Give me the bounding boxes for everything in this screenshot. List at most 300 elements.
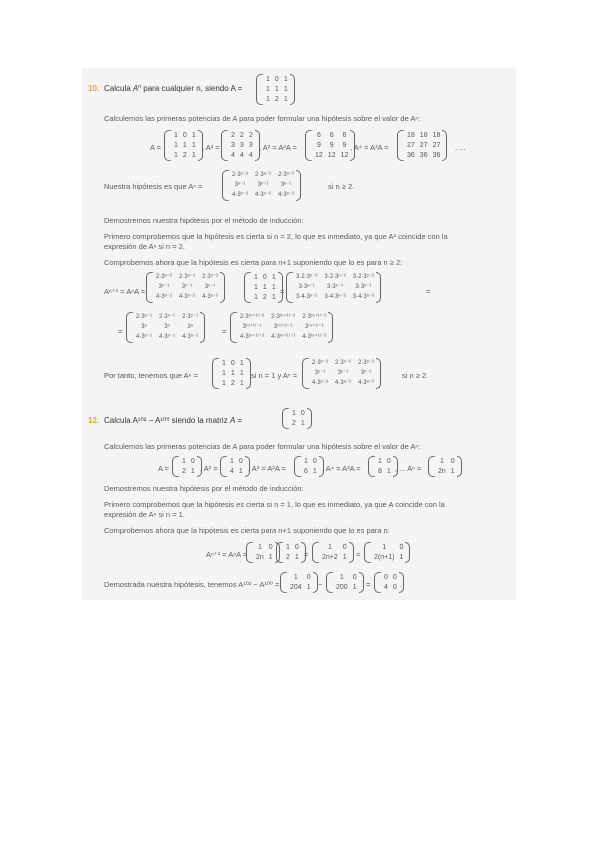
matrix-entries <box>320 542 349 563</box>
matrix-A-10 <box>256 74 295 105</box>
eq-7: = <box>366 580 371 589</box>
matrix-A3 <box>305 130 355 161</box>
matrix-right-bracket <box>200 312 205 343</box>
title-expression: A¹⁰² − A¹⁰⁰ <box>132 416 170 425</box>
matrix-entries <box>294 272 376 303</box>
hypothesis-text-10: Nuestra hipótesis es que Aⁿ = <box>104 182 203 191</box>
matrix-cell: 3·3ⁿ⁻¹ <box>298 284 315 290</box>
matrix-left-bracket <box>397 130 405 161</box>
matrix-left-bracket <box>280 572 288 593</box>
title-eq: A = <box>230 84 243 93</box>
matrix-cell: 2·3ⁿ⁻² <box>312 360 329 366</box>
matrix-cell: 1 <box>174 152 178 159</box>
matrix-cell: 3ⁿ⁻¹ <box>360 370 372 376</box>
matrix-cell: 3⁽ⁿ⁺¹⁾⁻¹ <box>242 324 262 330</box>
matrix-cell: 1 <box>182 458 186 465</box>
matrix-cell: 18 <box>407 132 415 139</box>
first-check-12-line1: Primero comprobemos que la hipótesis es cierta si n = 1, lo que es inmediato, ya que A coincide con la <box>104 500 445 509</box>
matrix-cell: 4·3ⁿ⁻² <box>179 294 196 300</box>
matrix-entries <box>334 572 359 593</box>
matrix-B1 <box>172 456 202 477</box>
matrix-cell: 6 <box>342 132 347 139</box>
matrix-entries <box>230 170 296 201</box>
matrix-left-bracket <box>368 456 376 477</box>
matrix-cell: 4·3ⁿ⁻² <box>335 380 352 386</box>
matrix-cell: 4·3ⁿ⁻² <box>358 380 375 386</box>
matrix-left-bracket <box>276 542 284 563</box>
induction-text-10: Demostremos nuestra hipótesis por el método de inducción: <box>104 216 304 225</box>
eq-3: = <box>118 327 123 336</box>
matrix-left-bracket <box>221 130 229 161</box>
matrix-cell: 2 <box>182 152 187 159</box>
matrix-left-bracket <box>222 170 230 201</box>
matrix-cell: 1 <box>271 284 276 291</box>
matrix-cell: 0 <box>450 458 455 465</box>
matrix-Bn <box>428 456 462 477</box>
matrix-left-bracket <box>126 312 134 343</box>
eq-4: = <box>222 327 227 336</box>
matrix-cell: 1 <box>191 132 196 139</box>
matrix-cell: 3ⁿ⁻¹ <box>204 284 216 290</box>
matrix-cell: 1 <box>450 468 455 475</box>
matrix-cell: 200 <box>336 584 348 591</box>
matrix-cell: 3 <box>231 142 235 149</box>
matrix-cell: 27 <box>432 142 441 149</box>
matrix-entries <box>288 572 313 593</box>
matrix-cell: 0 <box>399 544 404 551</box>
matrix-left-bracket <box>246 542 254 563</box>
hypothesis-condition-10: si n ≥ 2. <box>328 182 355 191</box>
matrix-cell: 1 <box>222 360 226 367</box>
matrix-right-bracket <box>296 170 301 201</box>
matrix-cell: 3ⁿ <box>164 324 170 330</box>
matrix-entries <box>238 312 328 343</box>
induction-text-12: Demostremos nuestra hipótesis por el método de inducción: <box>104 484 304 493</box>
matrix-cell: 0 <box>384 574 388 581</box>
matrix-cell: 3ⁿ <box>141 324 147 330</box>
then-check-12: Comprobemos ahora que la hipótesis es cierta para n+1 suponiendo que lo es para n: <box>104 526 390 535</box>
matrix-cell: 0 <box>294 544 299 551</box>
matrix-entries <box>220 358 246 389</box>
matrix-cell: 2·3ⁿ⁻¹ <box>159 314 176 320</box>
matrix-cell: 1 <box>312 468 317 475</box>
final-matrix-A100 <box>326 572 364 593</box>
matrix-left-bracket <box>230 312 238 343</box>
matrix-cell: 3ⁿ⁻¹ <box>337 370 349 376</box>
matrix-right-bracket <box>290 74 295 105</box>
matrix-cell: 1 <box>190 468 195 475</box>
label-A: A = <box>150 143 162 152</box>
matrix-cell: 1 <box>274 86 279 93</box>
matrix-cell: 4·3⁽ⁿ⁺¹⁾⁻² <box>302 334 327 340</box>
matrix-entries <box>436 456 457 477</box>
matrix-cell: 36 <box>432 152 441 159</box>
matrix-cell: 2·3ⁿ⁻² <box>358 360 375 366</box>
matrix-left-bracket <box>172 456 180 477</box>
matrix-cell: 4·3ⁿ⁻² <box>156 294 173 300</box>
matrix-cell: 2n <box>256 554 264 561</box>
matrix-left-bracket <box>428 456 436 477</box>
matrix-left-bracket <box>305 130 313 161</box>
matrix-cell: 4·3⁽ⁿ⁺¹⁾⁻² <box>240 334 265 340</box>
matrix-cell: 1 <box>271 294 276 301</box>
matrix-entries <box>154 272 220 303</box>
matrix-cell: 1 <box>292 410 296 417</box>
matrix-cell: 3·4·3ⁿ⁻² <box>296 294 318 300</box>
matrix-cell: 2 <box>262 294 267 301</box>
matrix-left-bracket <box>220 456 228 477</box>
matrix-entries <box>229 130 255 161</box>
matrix-cell: 4·3ⁿ⁻² <box>312 380 329 386</box>
title-power: A <box>132 84 139 93</box>
matrix-cell: 0 <box>268 544 273 551</box>
title-power-exp: n <box>138 84 142 90</box>
matrix-cell: 1 <box>294 554 299 561</box>
matrix-cell: 0 <box>392 574 397 581</box>
matrix-cell: 0 <box>312 458 317 465</box>
step-matrix-product <box>286 272 381 303</box>
matrix-entries <box>264 74 290 105</box>
matrix-cell: 4 <box>384 584 388 591</box>
matrix-cell: 1 <box>283 86 288 93</box>
matrix-cell: 3ⁿ⁻¹ <box>234 182 246 188</box>
matrix-cell: 1 <box>174 132 178 139</box>
matrix-cell: 12 <box>327 152 336 159</box>
matrix-cell: 1 <box>174 142 178 149</box>
pow-ellipsis: , ... <box>455 143 466 152</box>
matrix-entries <box>405 130 442 161</box>
label-A4: , A⁴ = A³A = <box>350 143 389 152</box>
matrix-cell: 1 <box>268 554 273 561</box>
matrix-cell: 1 <box>439 458 444 465</box>
step-matrix-An <box>146 272 225 303</box>
matrix-cell: 4 <box>231 152 235 159</box>
step-matrix-simplified <box>126 312 205 343</box>
matrix-right-bracket <box>246 358 251 389</box>
matrix-cell: 1 <box>306 584 311 591</box>
matrix-cell: 1 <box>239 370 244 377</box>
matrix-cell: 18 <box>419 132 428 139</box>
step-lhs-10: Aⁿ⁺¹ = AⁿA = <box>104 287 146 296</box>
matrix-entries <box>313 130 350 161</box>
label-An: , ... Aⁿ = <box>395 464 422 473</box>
matrix-cell: 2 <box>231 132 235 139</box>
matrix-cell: 2·3⁽ⁿ⁺¹⁾⁻² <box>271 314 296 320</box>
matrix-left-bracket <box>256 74 264 105</box>
exercise-number-12: 12. <box>88 416 100 425</box>
matrix-cell: 1 <box>262 284 267 291</box>
step12-matrix-An <box>246 542 280 563</box>
matrix-cell: 2·3ⁿ⁻² <box>278 172 295 178</box>
matrix-cell: 2·3⁽ⁿ⁺¹⁾⁻² <box>302 314 327 320</box>
matrix-left-bracket <box>374 572 382 593</box>
matrix-entries <box>180 456 197 477</box>
matrix-cell: 0 <box>342 544 347 551</box>
matrix-cell: 3·3ⁿ⁻¹ <box>327 284 344 290</box>
matrix-left-bracket <box>282 408 290 429</box>
first-check-12-line2: expresión de Aⁿ si n = 1. <box>104 510 185 519</box>
matrix-cell: 3ⁿ⁻¹ <box>181 284 193 290</box>
matrix-cell: 1 <box>230 370 235 377</box>
title-eq: A = <box>229 416 242 425</box>
title-text-post: para cualquier n, siendo <box>143 84 229 93</box>
label-A: A = <box>158 464 170 473</box>
step-lhs-12: Aⁿ⁺¹ = AⁿA = <box>206 550 248 559</box>
hypothesis-matrix-10 <box>222 170 301 201</box>
matrix-B4 <box>368 456 398 477</box>
title-text: Calcula <box>104 84 131 93</box>
matrix-right-bracket <box>376 272 381 303</box>
matrix-entries <box>172 130 198 161</box>
matrix-cell: 1 <box>254 274 258 281</box>
matrix-right-bracket <box>442 130 447 161</box>
matrix-cell: 2 <box>230 380 235 387</box>
matrix-cell: 0 <box>274 76 279 83</box>
matrix-entries <box>376 456 393 477</box>
matrix-right-bracket <box>328 312 333 343</box>
matrix-cell: 3·2·3ⁿ⁻² <box>296 274 318 280</box>
step12-matrix-n-plus-1 <box>364 542 410 563</box>
matrix-cell: 0 <box>392 584 397 591</box>
matrix-cell: 36 <box>419 152 428 159</box>
matrix-left-bracket <box>244 272 252 303</box>
matrix-right-bracket <box>307 408 312 429</box>
matrix-cell: 3·3ⁿ⁻¹ <box>355 284 372 290</box>
conclusion-matrix-A <box>212 358 251 389</box>
matrix-cell: 3⁽ⁿ⁺¹⁾⁻¹ <box>273 324 293 330</box>
matrix-cell: 0 <box>182 132 187 139</box>
label-A3: , A³ = A²A = <box>248 464 286 473</box>
matrix-cell: 4·3ⁿ⁻² <box>232 192 249 198</box>
matrix-cell: 1 <box>239 380 244 387</box>
matrix-A1 <box>164 130 203 161</box>
matrix-cell: 0 <box>238 458 243 465</box>
matrix-A2 <box>221 130 260 161</box>
matrix-cell: 1 <box>191 152 196 159</box>
matrix-A4 <box>397 130 447 161</box>
label-A4: , A⁴ = A³A = <box>322 464 361 473</box>
matrix-cell: 6 <box>329 132 334 139</box>
title-text-post: siendo la matriz <box>171 416 228 425</box>
matrix-cell: 1 <box>283 96 288 103</box>
matrix-right-bracket <box>359 572 364 593</box>
matrix-cell: 2·3ⁿ⁻² <box>255 172 272 178</box>
matrix-left-bracket <box>364 542 372 563</box>
matrix-cell: 2n+2 <box>322 554 338 561</box>
matrix-entries <box>252 272 278 303</box>
matrix-cell: 3·4·3ⁿ⁻² <box>352 294 375 300</box>
matrix-cell: 4 <box>248 152 253 159</box>
matrix-cell: 2 <box>182 468 186 475</box>
matrix-cell: 1 <box>254 294 258 301</box>
matrix-B2 <box>220 456 250 477</box>
matrix-right-bracket <box>349 542 354 563</box>
step12-matrix-product <box>312 542 354 563</box>
matrix-left-bracket <box>302 358 310 389</box>
matrix-cell: 1 <box>382 544 387 551</box>
matrix-cell: 4 <box>239 152 244 159</box>
matrix-cell: 2 <box>286 554 290 561</box>
matrix-cell: 1 <box>230 458 234 465</box>
matrix-cell: 27 <box>407 142 415 149</box>
matrix-entries <box>228 456 245 477</box>
matrix-cell: 2·3ⁿ⁻² <box>232 172 249 178</box>
title-text: Calcula <box>104 416 131 425</box>
matrix-B3 <box>294 456 324 477</box>
matrix-cell: 2·3⁽ⁿ⁺¹⁾⁻² <box>240 314 265 320</box>
label-A2: , A² = <box>200 464 218 473</box>
matrix-cell: 4·3⁽ⁿ⁺¹⁾⁻² <box>271 334 296 340</box>
matrix-entries <box>290 408 307 429</box>
matrix-entries <box>382 572 399 593</box>
matrix-cell: 2·3ⁿ⁻² <box>156 274 173 280</box>
step-matrix-n-plus-1 <box>230 312 333 343</box>
conclusion-pre-10: Por tanto, tenemos que Aⁿ = <box>104 371 198 380</box>
matrix-cell: 0 <box>230 360 235 367</box>
matrix-cell: 1 <box>386 468 391 475</box>
matrix-cell: 18 <box>432 132 441 139</box>
matrix-entries <box>310 358 376 389</box>
conclusion-matrix-An <box>302 358 381 389</box>
label-A2: , A² = <box>202 143 220 152</box>
step-matrix-A <box>244 272 283 303</box>
matrix-cell: 6 <box>304 468 308 475</box>
matrix-cell: 1 <box>352 584 357 591</box>
matrix-right-bracket <box>457 456 462 477</box>
matrix-cell: 0 <box>190 458 195 465</box>
matrix-cell: 0 <box>262 274 267 281</box>
matrix-cell: 1 <box>266 76 270 83</box>
eq-1: = <box>280 287 285 296</box>
matrix-cell: 3ⁿ⁻¹ <box>158 284 170 290</box>
matrix-cell: 1 <box>222 380 226 387</box>
matrix-left-bracket <box>212 358 220 389</box>
matrix-cell: 27 <box>419 142 428 149</box>
conclusion-post-10: si n ≥ 2. <box>402 371 429 380</box>
matrix-cell: 12 <box>340 152 349 159</box>
matrix-cell: 4·3ⁿ⁻² <box>255 192 272 198</box>
matrix-cell: 4·3ⁿ⁻¹ <box>159 334 176 340</box>
matrix-left-bracket <box>286 272 294 303</box>
matrix-cell: 2·3ⁿ⁻² <box>202 274 219 280</box>
matrix-cell: 1 <box>399 554 404 561</box>
matrix-cell: 3ⁿ⁻¹ <box>280 182 292 188</box>
matrix-cell: 1 <box>266 86 270 93</box>
matrix-cell: 2(n+1) <box>374 554 395 561</box>
matrix-cell: 3ⁿ⁻¹ <box>314 370 326 376</box>
matrix-cell: 3⁽ⁿ⁺¹⁾⁻¹ <box>304 324 324 330</box>
matrix-cell: 0 <box>352 574 357 581</box>
matrix-cell: 3 <box>239 142 244 149</box>
matrix-right-bracket <box>220 272 225 303</box>
label-A3: , A³ = A²A = <box>259 143 297 152</box>
eq-6: = <box>356 550 361 559</box>
matrix-cell: 1 <box>182 142 187 149</box>
matrix-cell: 1 <box>300 420 305 427</box>
matrix-cell: 3ⁿ⁻¹ <box>257 182 269 188</box>
exercise-title-10 <box>104 84 242 95</box>
matrix-entries <box>134 312 200 343</box>
conclusion-mid-10: si n = 1 y Aⁿ = <box>251 371 298 380</box>
matrix-cell: 1 <box>283 76 288 83</box>
matrix-cell: 4 <box>230 468 234 475</box>
final-minus: − <box>318 580 323 589</box>
matrix-cell: 9 <box>316 142 321 149</box>
matrix-cell: 1 <box>342 554 347 561</box>
matrix-cell: 2 <box>248 132 253 139</box>
matrix-cell: 2·3ⁿ⁻² <box>335 360 352 366</box>
matrix-A-12 <box>282 408 312 429</box>
then-check-10: Comprobemos ahora que la hipótesis es cierta para n+1 suponiendo que lo es para n ≥ 2: <box>104 258 403 267</box>
matrix-cell: 1 <box>257 544 262 551</box>
eq-5: = <box>304 550 309 559</box>
exercise-number-10: 10. <box>88 84 100 93</box>
matrix-cell: 4·3ⁿ⁻² <box>278 192 295 198</box>
matrix-cell: 36 <box>407 152 415 159</box>
matrix-left-bracket <box>326 572 334 593</box>
first-check-10-line1: Primero comprobemos que la hipótesis es cierta si n = 2, lo que es inmediato, ya que A² coincide con la <box>104 232 448 241</box>
final-matrix-A102 <box>280 572 318 593</box>
matrix-cell: 2 <box>239 132 244 139</box>
step12-matrix-A <box>276 542 309 563</box>
final-period: . <box>400 580 403 589</box>
matrix-cell: 2 <box>292 420 296 427</box>
matrix-cell: 1 <box>238 468 243 475</box>
matrix-cell: 1 <box>271 274 276 281</box>
matrix-cell: 1 <box>222 370 226 377</box>
matrix-cell: 1 <box>339 574 344 581</box>
first-check-10-line2: expresión de Aⁿ si n = 2. <box>104 242 185 251</box>
matrix-left-bracket <box>312 542 320 563</box>
matrix-right-bracket <box>376 358 381 389</box>
matrix-entries <box>372 542 405 563</box>
matrix-cell: 8 <box>378 468 382 475</box>
matrix-cell: 6 <box>316 132 321 139</box>
matrix-cell: 0 <box>386 458 391 465</box>
matrix-cell: 1 <box>304 458 308 465</box>
matrix-cell: 1 <box>378 458 382 465</box>
matrix-cell: 4·3ⁿ⁻¹ <box>182 334 199 340</box>
matrix-cell: 3ⁿ <box>187 324 193 330</box>
matrix-cell: 0 <box>306 574 311 581</box>
matrix-right-bracket <box>313 572 318 593</box>
matrix-cell: 1 <box>239 360 244 367</box>
matrix-cell: 1 <box>191 142 196 149</box>
matrix-cell: 1 <box>327 544 332 551</box>
matrix-cell: 9 <box>342 142 347 149</box>
matrix-entries <box>284 542 301 563</box>
exercise-title-12 <box>104 416 242 426</box>
matrix-cell: 204 <box>290 584 302 591</box>
matrix-cell: 4·3ⁿ⁻² <box>202 294 219 300</box>
matrix-cell: 0 <box>300 410 305 417</box>
matrix-cell: 2n <box>438 468 446 475</box>
matrix-entries <box>302 456 319 477</box>
matrix-cell: 3·4·3ⁿ⁻² <box>324 294 346 300</box>
matrix-left-bracket <box>294 456 302 477</box>
matrix-cell: 1 <box>266 96 270 103</box>
matrix-cell: 2·3ⁿ⁻¹ <box>136 314 153 320</box>
matrix-cell: 9 <box>329 142 334 149</box>
matrix-cell: 3·2·3ⁿ⁻² <box>324 274 346 280</box>
matrix-cell: 4·3ⁿ⁻¹ <box>136 334 153 340</box>
matrix-entries <box>254 542 275 563</box>
matrix-cell: 3 <box>248 142 253 149</box>
matrix-left-bracket <box>164 130 172 161</box>
matrix-cell: 1 <box>293 574 298 581</box>
matrix-cell: 2·3ⁿ⁻¹ <box>182 314 199 320</box>
matrix-right-bracket <box>405 542 410 563</box>
